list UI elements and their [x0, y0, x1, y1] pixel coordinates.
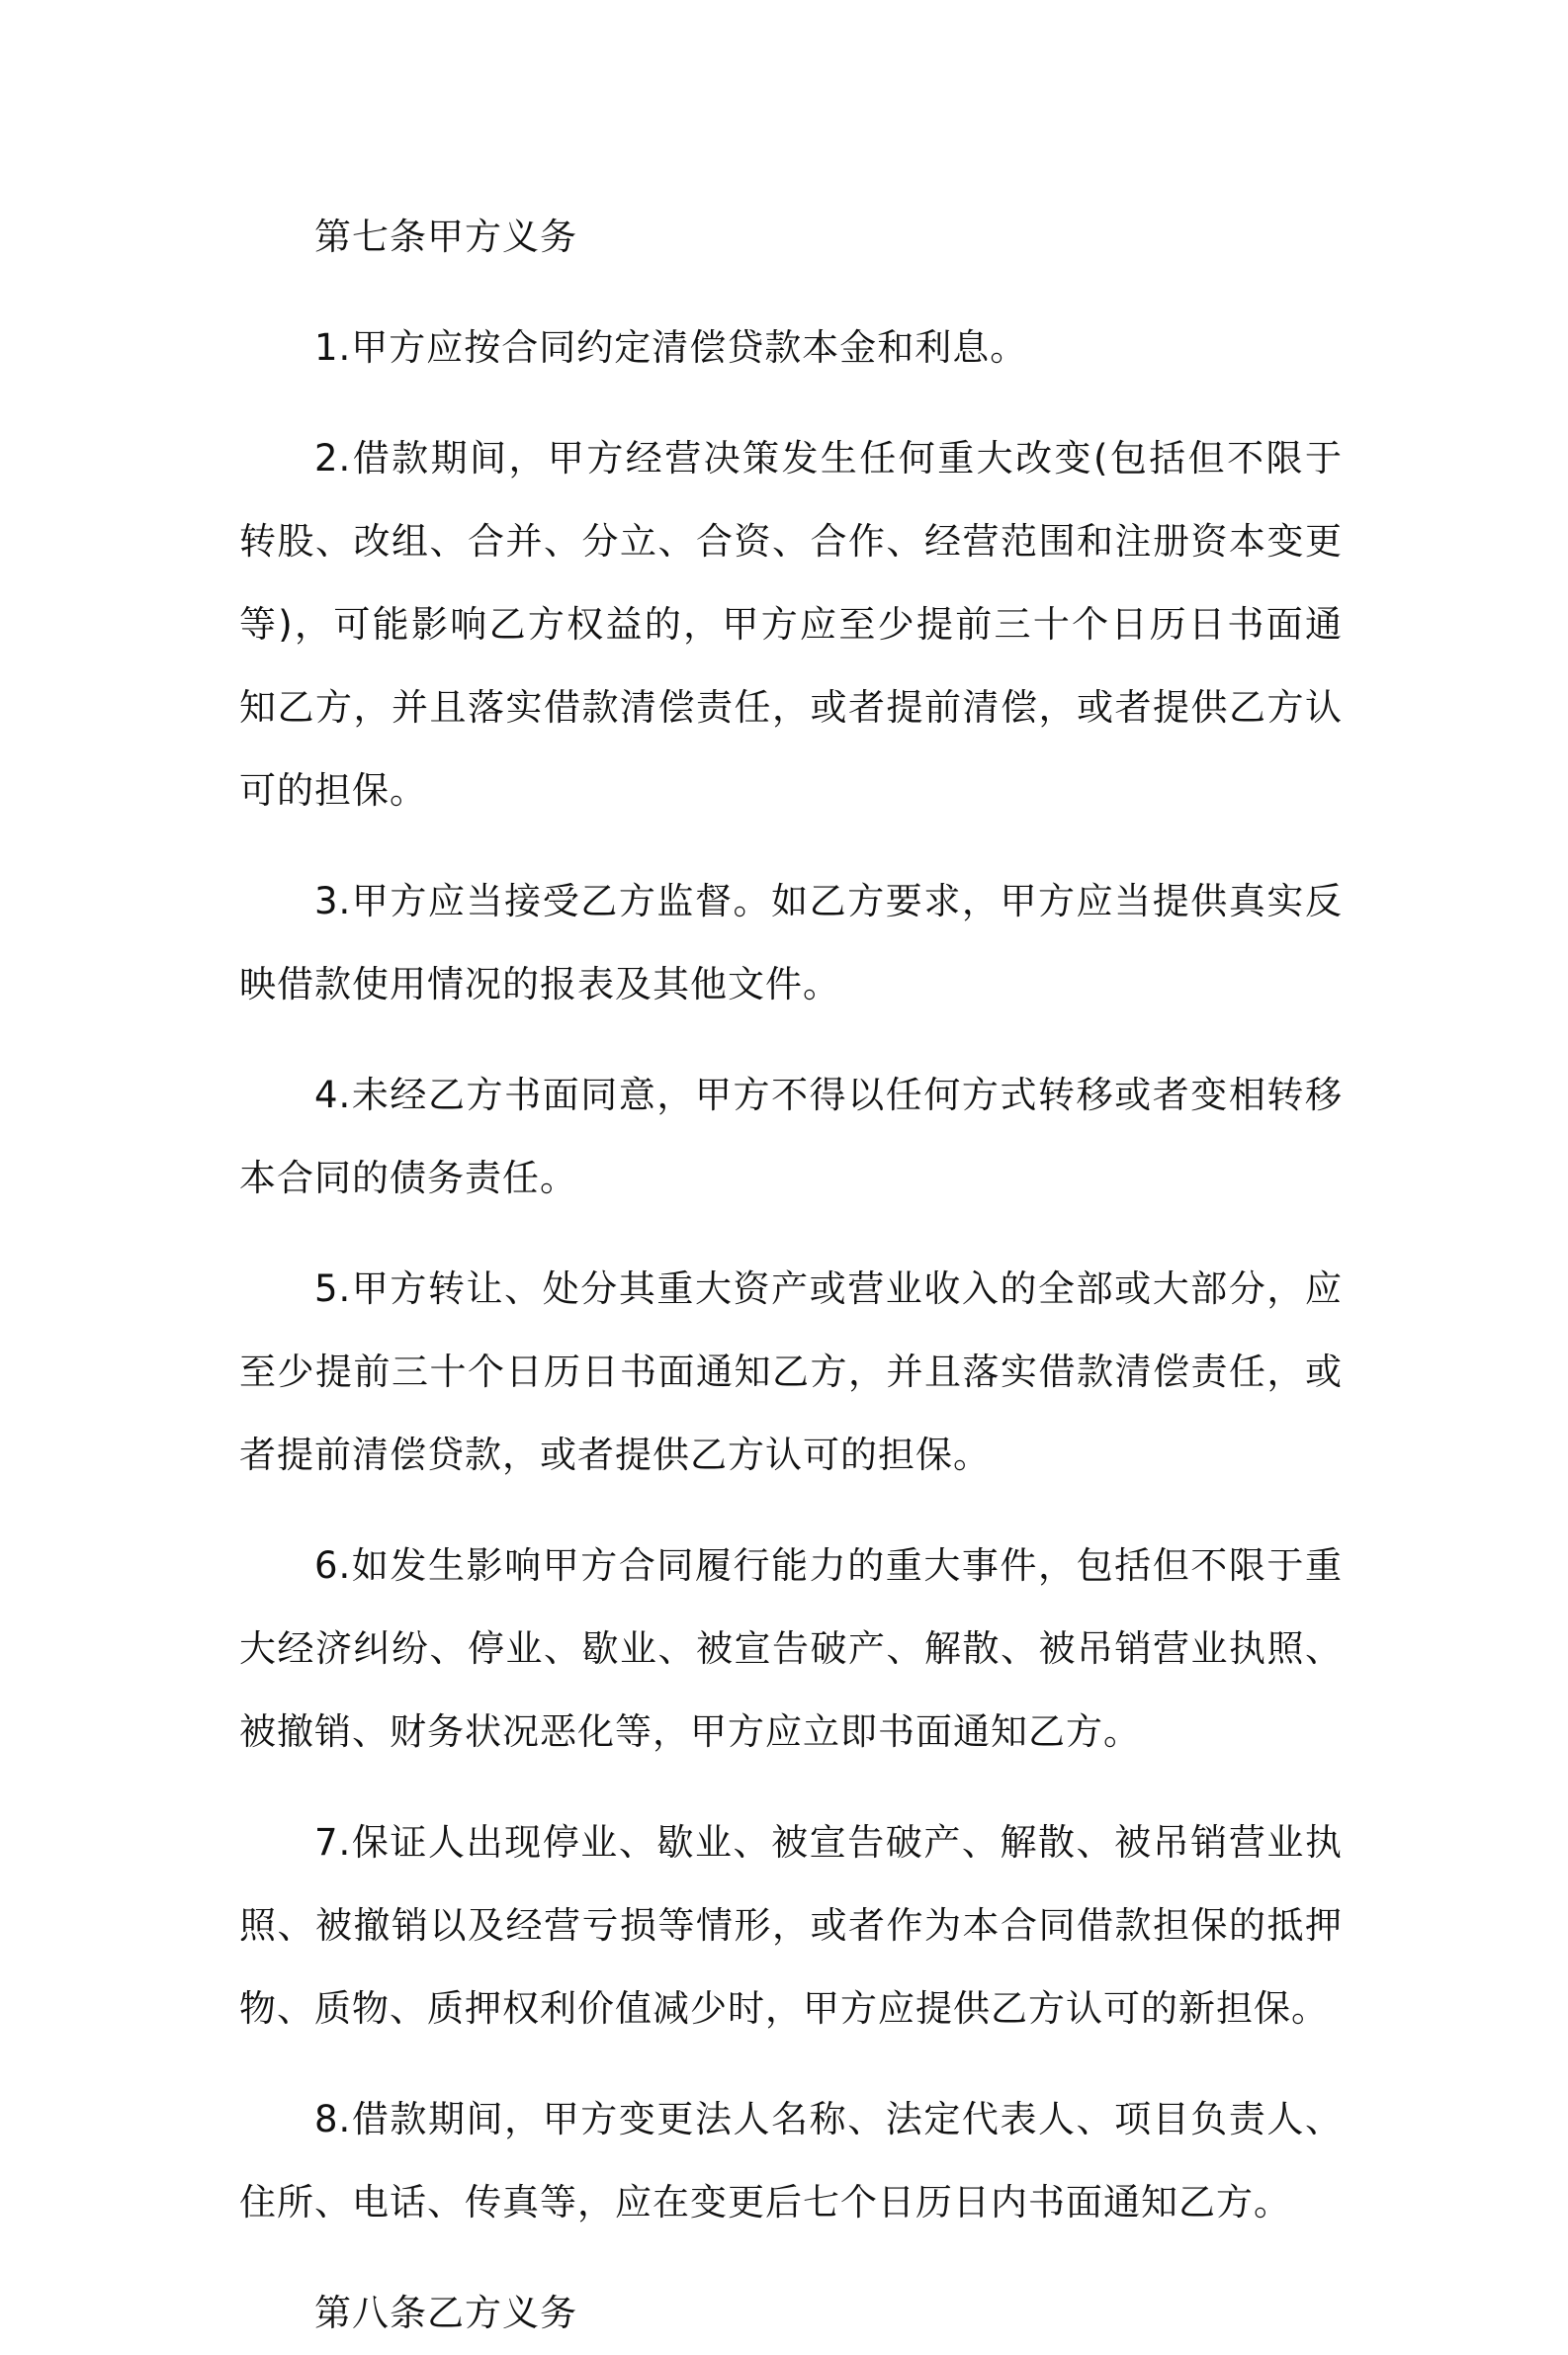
obligation-item-7: 7.保证人出现停业、歇业、被宣告破产、解散、被吊销营业执照、被撤销以及经营亏损等情形，或者作为本合同借款担保的抵押物、质物、质押权利价值减少时，甲方应提供乙方认可的新担保。 [239, 1821, 1343, 2030]
obligation-item-3: 3.甲方应当接受乙方监督。如乙方要求，甲方应当提供真实反映借款使用情况的报表及其他文件。 [239, 880, 1343, 1005]
section-7-heading: 第七条甲方义务 [314, 216, 577, 258]
obligation-item-5: 5.甲方转让、处分其重大资产或营业收入的全部或大部分，应至少提前三十个日历日书面通知乙方，并且落实借款清偿责任，或者提前清偿贷款，或者提供乙方认可的担保。 [239, 1267, 1343, 1476]
obligation-item-8: 8.借款期间，甲方变更法人名称、法定代表人、项目负责人、住所、电话、传真等，应在变更后七个日历日内书面通知乙方。 [239, 2098, 1343, 2224]
obligation-item-2: 2.借款期间，甲方经营决策发生任何重大改变(包括但不限于转股、改组、合并、分立、合资、合作、经营范围和注册资本变更等)，可能影响乙方权益的，甲方应至少提前三十个日历日书面通知乙方，并且落实借款清偿责任，或者提前清偿，或者提供乙方认可的担保。 [239, 437, 1343, 812]
obligation-item-6: 6.如发生影响甲方合同履行能力的重大事件，包括但不限于重大经济纠纷、停业、歇业、被宣告破产、解散、被吊销营业执照、被撤销、财务状况恶化等，甲方应立即书面通知乙方。 [239, 1544, 1343, 1753]
obligation-item-1: 1.甲方应按合同约定清偿贷款本金和利息。 [314, 326, 1028, 369]
obligation-item-4: 4.未经乙方书面同意，甲方不得以任何方式转移或者变相转移本合同的债务责任。 [239, 1074, 1343, 1199]
section-8-heading: 第八条乙方义务 [314, 2292, 577, 2334]
document-body [239, 196, 1343, 2355]
